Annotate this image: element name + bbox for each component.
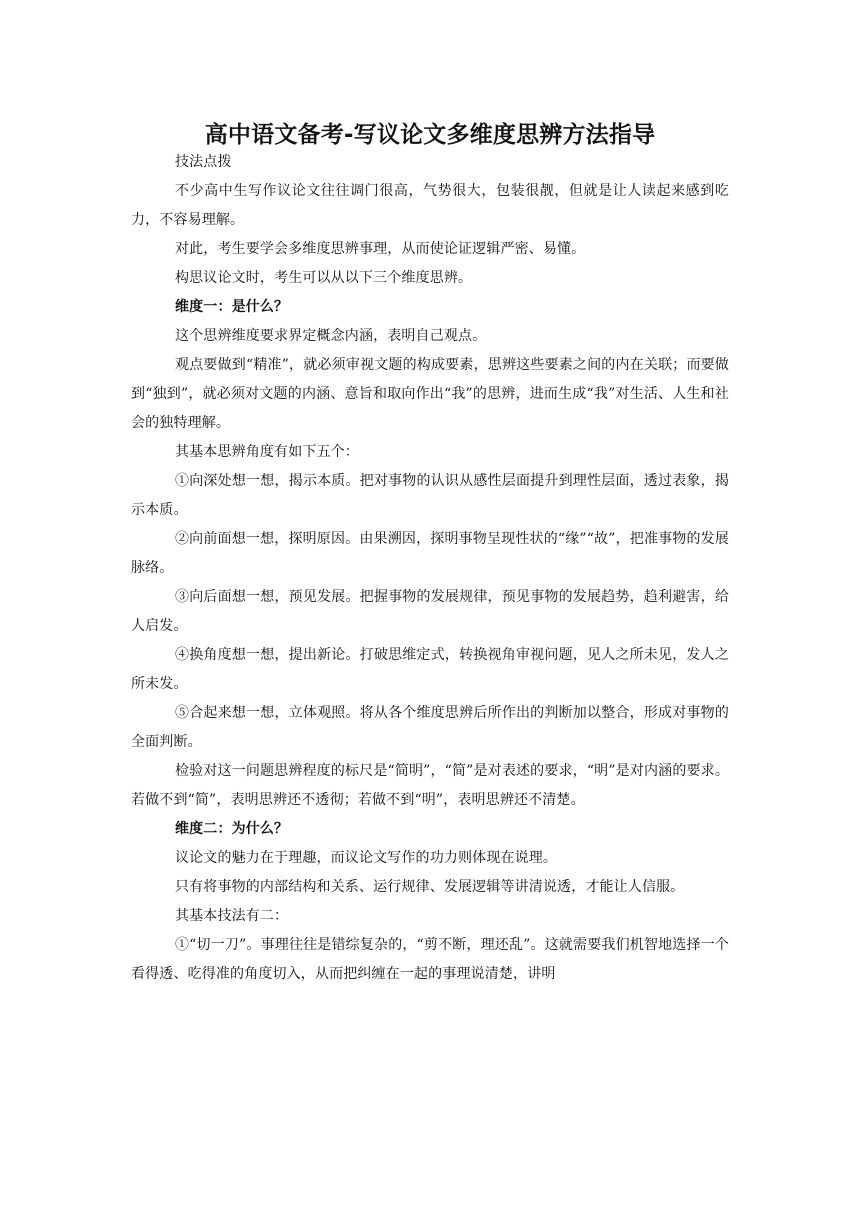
body-paragraph: 不少高中生写作议论文往往调门很高，气势很大，包装很靓，但就是让人读起来感到吃力，不容易理解。 <box>131 183 729 228</box>
document-body <box>131 148 729 989</box>
section-heading: 维度二：为什么？ <box>175 821 289 837</box>
body-paragraph: ①向深处想一想，揭示本质。把对事物的认识从感性层面提升到理性层面，透过表象，揭示本质。 <box>131 473 729 518</box>
body-paragraph: 检验对这一问题思辨程度的标尺是“简明”，“简”是对表述的要求，“明”是对内涵的要求。若做不到“简”，表明思辨还不透彻；若做不到“明”，表明思辨还不清楚。 <box>131 763 729 808</box>
section-heading: 维度一：是什么？ <box>175 299 289 315</box>
body-paragraph: 对此，考生要学会多维度思辨事理，从而使论证逻辑严密、易懂。 <box>175 241 586 257</box>
document-title: 高中语文备考-写议论文多维度思辨方法指导 <box>204 122 656 149</box>
body-paragraph: 技法点拨 <box>175 154 232 170</box>
body-paragraph: ①“切一刀”。事理往往是错综复杂的，“剪不断，理还乱”。这就需要我们机智地选择一个看得透、吃得准的角度切入，从而把纠缠在一起的事理说清楚，讲明 <box>131 937 729 982</box>
body-paragraph: 其基本技法有二： <box>175 908 289 924</box>
body-paragraph: 观点要做到“精准”，就必须审视文题的构成要素，思辨这些要素之间的内在关联；而要做到“独到”，就必须对文题的内涵、意旨和取向作出“我”的思辨，进而生成“我”对生活、人生和社会的独特理解。 <box>131 357 729 431</box>
body-paragraph: 这个思辨维度要求界定概念内涵，表明自己观点。 <box>175 328 487 344</box>
body-paragraph: 只有将事物的内部结构和关系、运行规律、发展逻辑等讲清说透，才能让人信服。 <box>175 879 685 895</box>
body-paragraph: ④换角度想一想，提出新论。打破思维定式，转换视角审视问题，见人之所未见，发人之所未发。 <box>131 647 729 692</box>
body-paragraph: 议论文的魅力在于理趣，而议论文写作的功力则体现在说理。 <box>175 850 558 866</box>
body-paragraph: 构思议论文时，考生可以从以下三个维度思辨。 <box>175 270 473 286</box>
body-paragraph: 其基本思辨角度有如下五个： <box>175 444 359 460</box>
body-paragraph: ③向后面想一想，预见发展。把握事物的发展规律，预见事物的发展趋势，趋利避害，给人启发。 <box>131 589 729 634</box>
body-paragraph: ⑤合起来想一想，立体观照。将从各个维度思辨后所作出的判断加以整合，形成对事物的全面判断。 <box>131 705 729 750</box>
body-paragraph: ②向前面想一想，探明原因。由果溯因，探明事物呈现性状的“缘”“故”，把准事物的发展脉络。 <box>131 531 729 576</box>
